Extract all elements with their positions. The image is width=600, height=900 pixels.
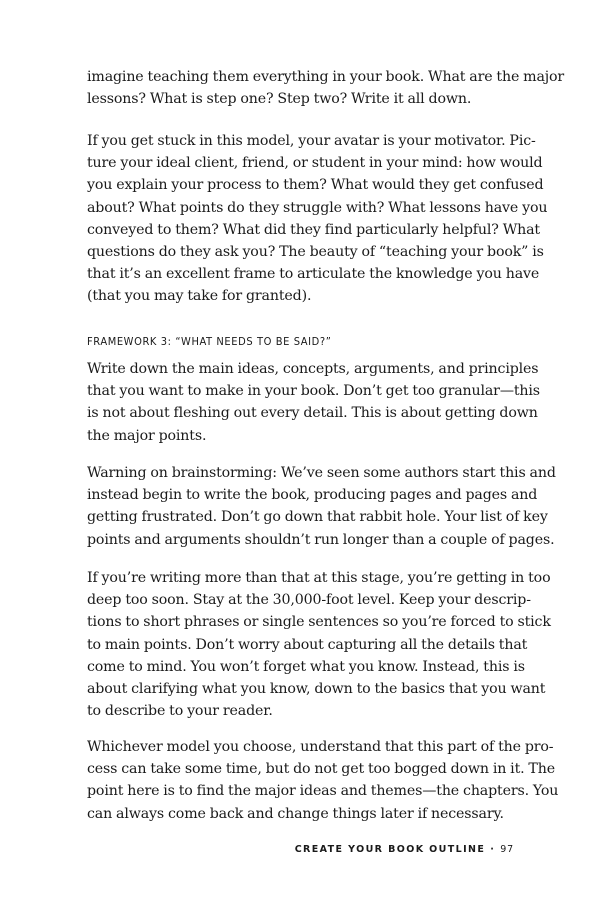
text-line: If you’re writing more than that at this stage, you’re getting in too (87, 570, 551, 586)
text-line: that you want to make in your book. Don’t get too granular—this (87, 383, 540, 400)
paragraph-1 (87, 66, 565, 110)
text-line: is not about fleshing out every detail. This is about getting down (87, 405, 538, 422)
paragraph-4 (87, 462, 556, 551)
text-line: questions do they ask you? The beauty of “teaching your book” is (87, 244, 544, 261)
paragraph-3 (87, 358, 540, 447)
page-number: 97 (500, 844, 514, 855)
text-line: to describe to your reader. (87, 703, 273, 720)
footer-separator: · (490, 844, 496, 855)
text-line: instead begin to write the book, producing pages and pages and (87, 487, 538, 504)
text-line: the major points. (87, 427, 207, 444)
text-line: (that you may take for granted). (87, 288, 312, 305)
text-line: that it’s an excellent frame to articulate the knowledge you have (87, 266, 540, 283)
text-line: point here is to find the major ideas and themes—the chapters. You (87, 783, 559, 800)
text-line: ture your ideal client, friend, or student in your mind: how would (87, 155, 543, 172)
text-line: cess can take some time, but do not get too bogged down in it. The (87, 761, 555, 778)
page-footer (295, 844, 514, 855)
running-title: CREATE YOUR BOOK OUTLINE (294, 844, 486, 855)
text-line: come to mind. You won’t forget what you know. Instead, this is (87, 658, 525, 675)
text-line: about clarifying what you know, down to the basics that you want (87, 681, 546, 698)
text-line: Whichever model you choose, understand that this part of the pro- (87, 739, 554, 755)
text-line: conveyed to them? What did they find particularly helpful? What (87, 221, 540, 238)
text-line: Warning on brainstorming: We’ve seen some authors start this and (87, 465, 556, 481)
text-line: can always come back and change things later if necessary. (87, 805, 504, 822)
text-line: Write down the main ideas, concepts, arguments, and principles (87, 361, 539, 377)
text-line: deep too soon. Stay at the 30,000-foot level. Keep your descrip- (87, 592, 531, 609)
text-line: you explain your process to them? What would they get confused (87, 177, 544, 194)
paragraph-6 (87, 736, 559, 825)
text-line: imagine teaching them everything in your book. What are the major (87, 69, 565, 85)
paragraph-2 (87, 130, 548, 308)
text-line: to main points. Don’t worry about capturing all the details that (87, 636, 528, 653)
text-line: lessons? What is step one? Step two? Write it all down. (87, 91, 472, 108)
text-line: points and arguments shouldn’t run longer than a couple of pages. (87, 531, 555, 548)
text-line: getting frustrated. Don’t go down that rabbit hole. Your list of key (87, 509, 548, 526)
text-line: tions to short phrases or single sentences so you’re forced to stick (87, 614, 551, 631)
text-line: If you get stuck in this model, your avatar is your motivator. Pic- (87, 133, 536, 149)
text-line: about? What points do they struggle with? What lessons have you (87, 199, 548, 216)
section-heading: FRAMEWORK 3: “WHAT NEEDS TO BE SAID?” (87, 335, 332, 348)
paragraph-5 (87, 567, 551, 722)
